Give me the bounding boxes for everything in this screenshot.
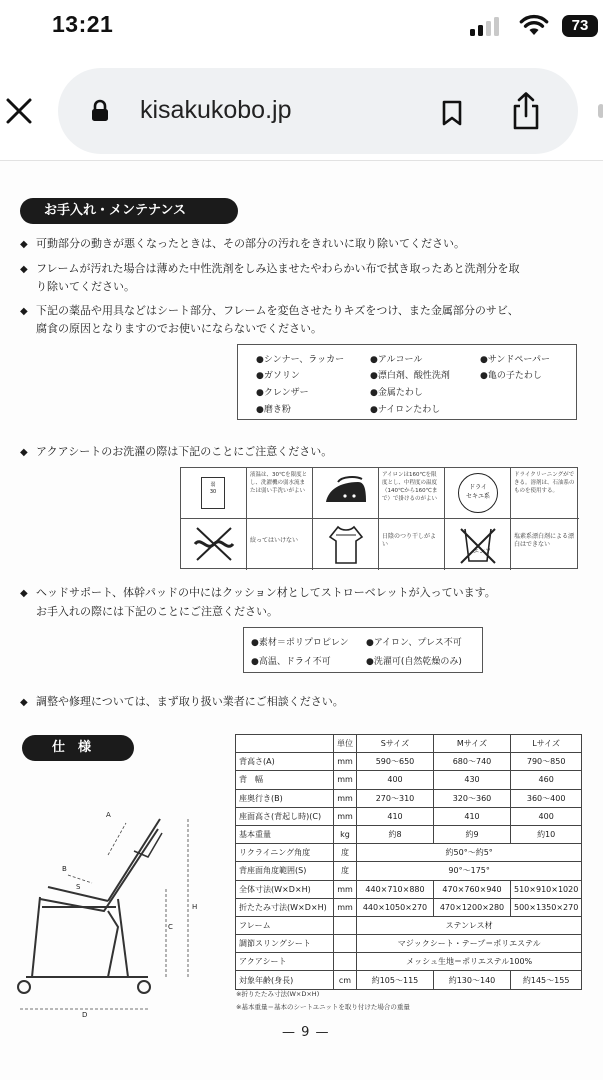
table-row	[236, 862, 582, 880]
chemical-item: ●ガソリン	[256, 371, 300, 381]
hang-dry-instruction: 日陰のつり干しがよい	[379, 519, 445, 570]
specs-heading: 仕 様	[22, 735, 134, 761]
value-cell: 590〜650	[357, 753, 434, 771]
unit-cell: mm	[334, 753, 357, 771]
browser-address-bar	[0, 66, 603, 156]
value-cell: 470×1200×280	[434, 898, 511, 916]
value-cell: 270〜310	[357, 789, 434, 807]
wash-instruction: 液温は、30℃を限度とし、洗濯機の弱水流または弱い手洗いがよい	[247, 468, 313, 519]
svg-text:A: A	[106, 811, 111, 819]
table-row	[236, 898, 582, 916]
no-bleach-icon	[455, 523, 501, 567]
maintenance-heading: お手入れ・メンテナンス	[20, 198, 238, 224]
wifi-icon	[519, 14, 549, 36]
value-cell: 90°〜175°	[357, 862, 582, 880]
url-text[interactable]: kisakukobo.jp	[140, 96, 292, 124]
bullet-item: ◆ フレームが汚れた場合は薄めた中性洗剤をしみ込ませたやわらかい布で拭き取ったあと洗剤分を取	[20, 262, 520, 275]
table-row	[236, 971, 582, 989]
value-cell: 約8	[357, 825, 434, 843]
cellular-signal-icon	[470, 16, 506, 36]
value-cell: メッシュ生地＝ポリエステル100%	[357, 953, 582, 971]
spec-table	[235, 734, 582, 990]
status-time: 13:21	[52, 11, 114, 37]
no-bleach-symbol	[445, 519, 511, 570]
dry-clean-icon: ドライ セキユ系	[458, 473, 498, 513]
column-header: Mサイズ	[434, 735, 511, 753]
no-wring-symbol	[181, 519, 247, 570]
value-cell: 400	[357, 771, 434, 789]
repair-note: ◆ 調整や修理については、まず取り扱い業者にご相談ください。	[20, 695, 344, 708]
value-cell: 680〜740	[434, 753, 511, 771]
row-label: リクライニング角度	[236, 844, 334, 862]
cushion-note-continuation: お手入れの際には下記のことにご注意ください。	[36, 605, 278, 618]
bookmark-icon[interactable]	[440, 99, 464, 127]
spec-footnote: ※折りたたみ寸法(W×D×H)	[236, 990, 320, 998]
washing-note: ◆ アクアシートのお洗濯の際は下記のことにご注意ください。	[20, 445, 333, 458]
chemical-item: ●シンナー、ラッカー	[256, 355, 345, 365]
cushion-note: ◆ ヘッドサポート、体幹パッドの中にはクッション材としてストローベレットが入っています。	[20, 586, 496, 599]
page-number: — 9 —	[282, 1025, 330, 1040]
row-label: 背高さ(A)	[236, 753, 334, 771]
row-label: 対象年齢(身長)	[236, 971, 334, 989]
care-label-grid	[180, 467, 578, 569]
cushion-item: ●洗濯可(自然乾燥のみ)	[366, 657, 462, 667]
table-row	[236, 771, 582, 789]
unit-cell	[334, 916, 357, 934]
row-label: 座奥行き(B)	[236, 789, 334, 807]
dry-clean-instruction: ドライクリーニングができる。溶剤は、石油系のものを使用する。	[511, 468, 579, 519]
svg-text:H: H	[192, 903, 198, 911]
bullet-continuation: 腐食の原因となりますのでお使いにならないでください。	[36, 322, 322, 335]
dry-clean-symbol	[445, 468, 511, 519]
value-cell: 410	[434, 807, 511, 825]
value-cell: 500×1350×270	[511, 898, 582, 916]
row-label: 座面高さ(背起し時)(C)	[236, 807, 334, 825]
iron-icon	[316, 472, 376, 516]
table-row	[236, 789, 582, 807]
table-row	[236, 753, 582, 771]
edge-indicator	[598, 104, 603, 118]
unit-cell	[334, 953, 357, 971]
unit-cell: kg	[334, 825, 357, 843]
hang-dry-symbol	[313, 519, 379, 570]
value-cell: 440×1050×270	[357, 898, 434, 916]
svg-text:S: S	[76, 883, 81, 891]
value-cell: 360〜400	[511, 789, 582, 807]
shade-dry-icon	[326, 523, 366, 567]
value-cell: 約145〜155	[511, 971, 582, 989]
table-row	[236, 807, 582, 825]
row-label: フレーム	[236, 916, 334, 934]
lock-icon	[90, 99, 110, 123]
bullet-item: ◆ 下記の薬品や用具などはシート部分、フレームを変色させたりキズをつけ、また金属部分のサビ、	[20, 304, 519, 317]
cushion-item: ●アイロン、プレス不可	[366, 638, 462, 648]
value-cell: マジックシート・テープ＝ポリエステル	[357, 935, 582, 953]
unit-cell	[334, 935, 357, 953]
url-field[interactable]	[58, 68, 578, 154]
value-cell: 約105〜115	[357, 971, 434, 989]
cushion-item: ●素材＝ポリプロピレン	[251, 638, 349, 648]
value-cell: 約9	[434, 825, 511, 843]
value-cell: 約50°〜約5°	[357, 844, 582, 862]
chemical-item: ●サンドペーパー	[480, 355, 550, 365]
manual-page	[0, 160, 603, 1080]
row-label: 背座面角度範囲(S)	[236, 862, 334, 880]
value-cell: 410	[357, 807, 434, 825]
unit-cell: 度	[334, 844, 357, 862]
close-icon[interactable]	[4, 96, 34, 126]
wash-tub-symbol	[181, 468, 247, 519]
row-label: 背 幅	[236, 771, 334, 789]
no-bleach-instruction: 塩素系漂白剤による漂白はできない	[514, 533, 575, 548]
no-wring-icon	[189, 524, 239, 564]
unit-cell: mm	[334, 898, 357, 916]
unit-cell: mm	[334, 807, 357, 825]
chemical-item: ●磨き粉	[256, 405, 291, 415]
column-header	[236, 735, 334, 753]
table-row	[236, 825, 582, 843]
status-bar	[0, 0, 603, 54]
bullet-continuation: り除いてください。	[36, 280, 135, 293]
value-cell: 470×760×940	[434, 880, 511, 898]
unit-cell: mm	[334, 789, 357, 807]
chemical-item: ●クレンザー	[256, 388, 309, 398]
table-header-row	[236, 735, 582, 753]
wash-tub-icon: 弱 30	[201, 477, 225, 509]
value-cell: 約130〜140	[434, 971, 511, 989]
value-cell: 430	[434, 771, 511, 789]
value-cell: 320〜360	[434, 789, 511, 807]
iron-instruction: アイロンは160℃を限度とし、中程度の温度（140℃から160℃まで）で掛けるのがよい	[379, 468, 445, 519]
prohibited-chemicals-box	[237, 344, 577, 420]
table-row	[236, 935, 582, 953]
value-cell: 400	[511, 807, 582, 825]
share-icon[interactable]	[510, 91, 542, 131]
unit-cell: mm	[334, 771, 357, 789]
iron-symbol	[313, 468, 379, 519]
value-cell: 790〜850	[511, 753, 582, 771]
column-header: Sサイズ	[357, 735, 434, 753]
value-cell: ステンレス材	[357, 916, 582, 934]
table-row	[236, 844, 582, 862]
unit-cell: cm	[334, 971, 357, 989]
chemical-item: ●漂白剤、酸性洗剤	[370, 371, 450, 381]
chemical-item: ●亀の子たわし	[480, 371, 542, 381]
chair-diagram	[8, 789, 228, 1019]
svg-text:C: C	[168, 923, 173, 931]
battery-icon: 73	[562, 15, 598, 37]
value-cell: 440×710×880	[357, 880, 434, 898]
row-label: 基本重量	[236, 825, 334, 843]
column-header: 単位	[334, 735, 357, 753]
unit-cell: mm	[334, 880, 357, 898]
column-header: Lサイズ	[511, 735, 582, 753]
table-row	[236, 880, 582, 898]
table-row	[236, 953, 582, 971]
cushion-material-box	[243, 627, 483, 673]
value-cell: 510×910×1020	[511, 880, 582, 898]
bullet-item: ◆ 可動部分の動きが悪くなったときは、その部分の汚れをきれいに取り除いてください。	[20, 237, 465, 250]
row-label: 折たたみ寸法(W×D×H)	[236, 898, 334, 916]
table-row	[236, 916, 582, 934]
spec-footnote: ※基本重量＝基本のシートユニットを取り付けた場合の重量	[236, 1003, 410, 1011]
no-wring-instruction: 絞ってはいけない	[247, 519, 313, 570]
value-cell: 約10	[511, 825, 582, 843]
svg-text:B: B	[62, 865, 67, 873]
row-label: 全体寸法(W×D×H)	[236, 880, 334, 898]
svg-text:エンソ: エンソ	[473, 548, 492, 555]
svg-text:D: D	[82, 1011, 88, 1019]
chemical-item: ●ナイロンたわし	[370, 405, 441, 415]
row-label: アクアシート	[236, 953, 334, 971]
value-cell: 460	[511, 771, 582, 789]
chemical-item: ●アルコール	[370, 355, 423, 365]
unit-cell: 度	[334, 862, 357, 880]
row-label: 調節スリングシート	[236, 935, 334, 953]
chemical-item: ●金属たわし	[370, 388, 423, 398]
cushion-item: ●高温、ドライ不可	[251, 657, 331, 667]
